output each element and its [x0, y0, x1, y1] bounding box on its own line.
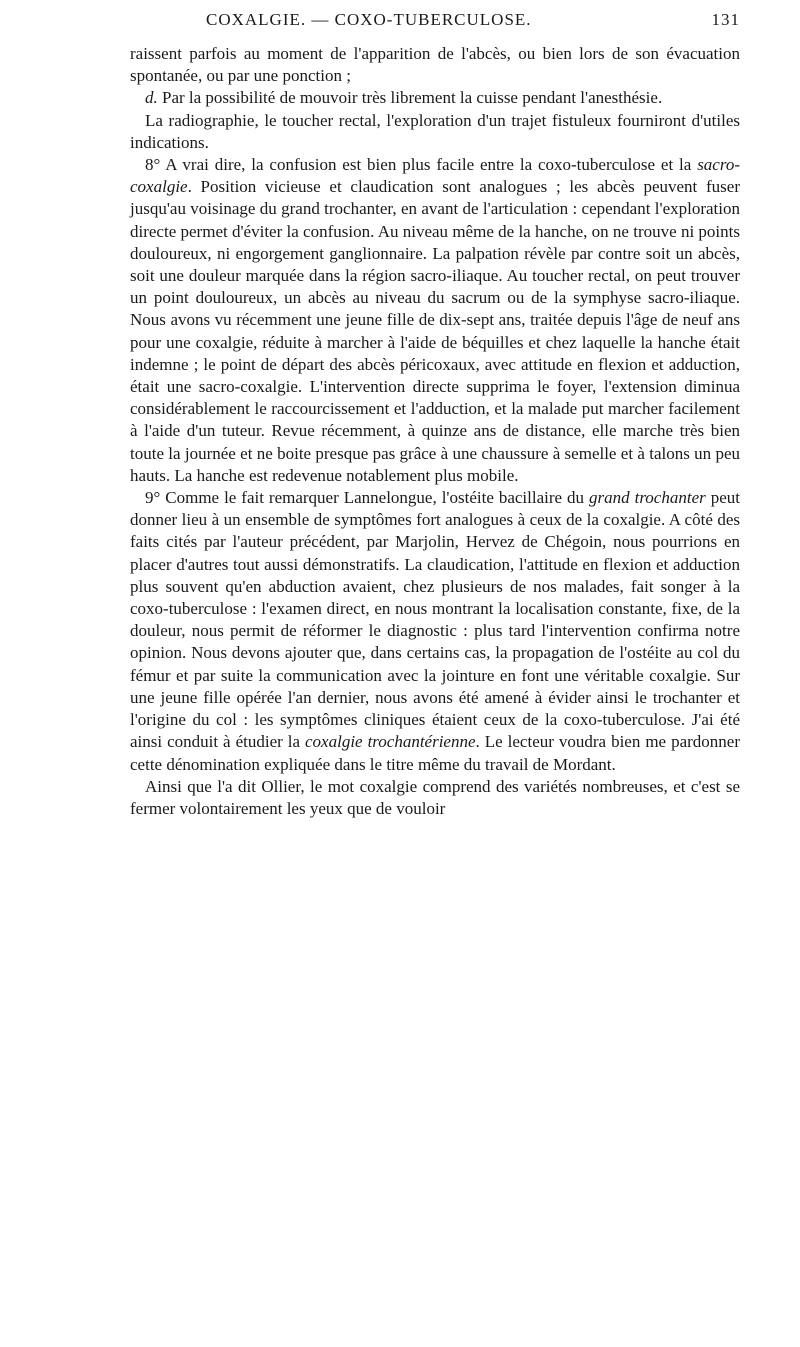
page-number: 131	[711, 10, 740, 29]
paragraph-9-grand-trochanter	[130, 487, 740, 776]
paragraph-text: raissent parfois au moment de l'apparition de l'abcès, ou bien lors de son évacuation spontanée, ou par une ponction ;	[130, 44, 740, 86]
paragraph-continuation	[130, 43, 740, 87]
paragraph-text: 8° A vrai dire, la confusion est bien plus facile entre la coxo-tuberculose et la	[145, 155, 698, 175]
body-text	[130, 43, 740, 820]
running-title: COXALGIE. — COXO-TUBERCULOSE.	[206, 10, 532, 29]
book-page	[130, 0, 740, 1347]
item-marker: d.	[145, 88, 158, 108]
paragraph-text: peut donner lieu à un ensemble de symptômes fort analogues à ceux de la coxalgie. A côté des faits cités par l'auteur précédent, par Marjolin, Hervez de Chégoin, nous pourrions en placer d'autres tout aussi démonstratifs. La claudication, l'attitude en flexion et adduction plus souvent qu'en abduction avaient, chez plusieurs de nos malades, fait songer à la coxo-tuberculose : l'examen direct, en nous montrant la localisation constante, fixe, de la douleur, nous permit de réformer le diagnostic : plus tard l'intervention confirma notre opinion. Nous devons ajouter que, dans certains cas, la propagation de l'ostéite au col du fémur et par suite la communication avec la jointure en font une véritable coxalgie. Sur une jeune fille opérée l'an dernier, nous avons été amené à évider ainsi le trochanter et l'origine du col : les symptômes cliniques étaient ceux de la coxo-tuberculose. J'ai été ainsi conduit à étudier la	[130, 488, 740, 752]
paragraph-text: Ainsi que l'a dit Ollier, le mot coxalgie comprend des variétés nombreuses, et c'est se fermer volontairement les yeux que de vouloir	[130, 776, 740, 818]
italic-term: sacro-coxalgie	[130, 155, 740, 197]
italic-term: coxalgie trochantérienne	[305, 732, 476, 752]
italic-term: grand trochanter	[589, 488, 706, 508]
paragraph-radiographie	[130, 110, 740, 154]
paragraph-d	[130, 87, 740, 109]
paragraph-text: . Le lecteur voudra bien me pardonner cette dénomination expliquée dans le titre même du travail de Mordant.	[130, 732, 740, 774]
paragraph-8-sacro-coxalgie	[130, 154, 740, 487]
paragraph-ollier	[130, 776, 740, 820]
paragraph-text: 9° Comme le fait remarquer Lannelongue, l'ostéite bacillaire du	[145, 488, 590, 508]
paragraph-text: Par la possibilité de mouvoir très librement la cuisse pendant l'anesthésie.	[157, 88, 663, 108]
paragraph-text: La radiographie, le toucher rectal, l'exploration d'un trajet fistuleux fourniront d'utiles indications.	[130, 110, 740, 152]
page-header	[130, 8, 740, 34]
paragraph-text: . Position vicieuse et claudication sont analogues ; les abcès peuvent fuser jusqu'au voisinage du grand trochanter, en avant de l'articulation : cependant l'exploration directe permet d'éviter la confusion. Au niveau même de la hanche, on ne trouve ni points douloureux, ni engorgement ganglionnaire. La palpation révèle par contre soit un abcès, soit une douleur marquée dans la région sacro-iliaque. Au toucher rectal, on peut trouver un point douloureux, un abcès au niveau du sacrum ou de la symphyse sacro-iliaque. Nous avons vu récemment une jeune fille de dix-sept ans, traitée depuis l'âge de neuf ans pour une coxalgie, réduite à marcher à l'aide de béquilles et chez laquelle la hanche était indemne ; le point de départ des abcès péricoxaux, avec attitude en flexion et adduction, était une sacro-coxalgie. L'intervention directe supprima le foyer, l'extension diminua considérablement le raccourcissement et l'adduction, et la malade put marcher facilement à l'aide d'un tuteur. Revue récemment, à quinze ans de distance, elle marche très bien toute la journée et ne boite presque pas grâce à une chaussure à semelle et à talons un peu hauts. La hanche est redevenue notablement plus mobile.	[130, 177, 740, 485]
